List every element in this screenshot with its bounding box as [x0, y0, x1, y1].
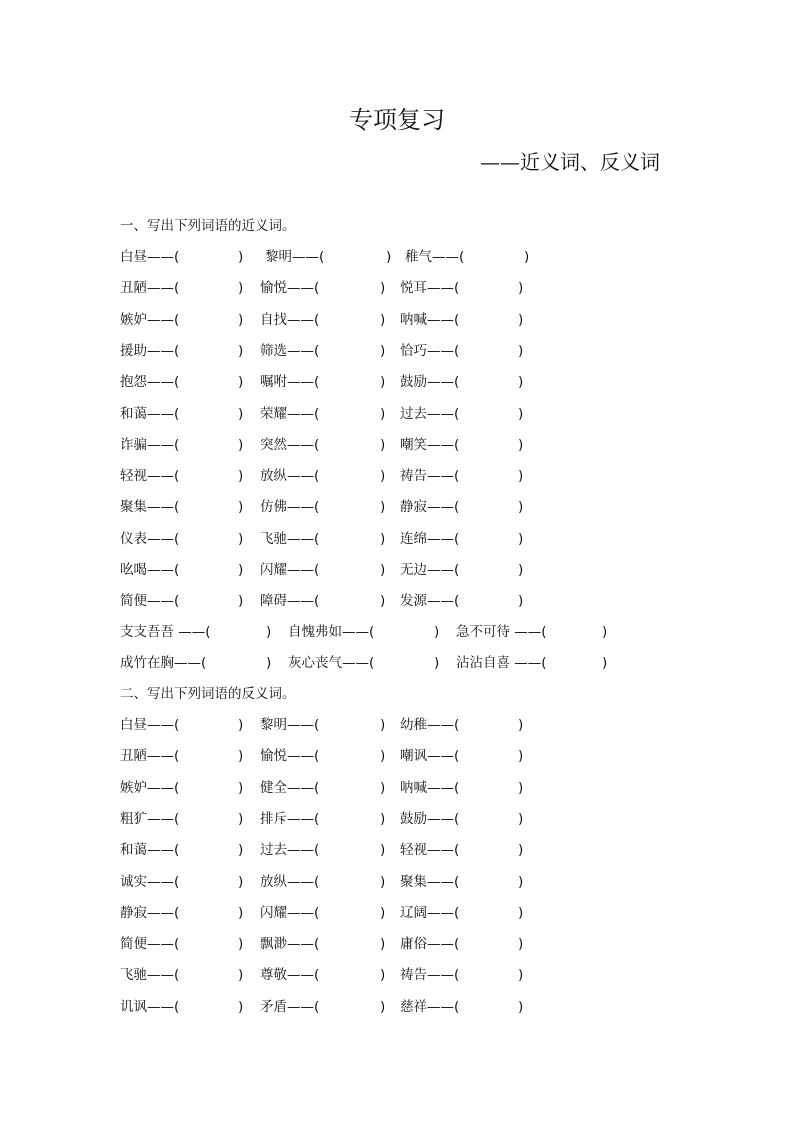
answer-blank-close: ) [518, 998, 524, 1015]
answer-blank-close: ) [238, 342, 244, 359]
answer-blank-close: ) [518, 593, 524, 610]
answer-blank-close: ) [602, 624, 608, 640]
exercise-row [0, 841, 794, 859]
exercise-prompt: 诚实——( [120, 873, 180, 890]
answer-blank-close: ) [380, 468, 386, 485]
answer-blank-close: ) [518, 436, 524, 453]
exercise-prompt: 丑陋——( [120, 280, 180, 297]
answer-blank-close: ) [380, 342, 386, 359]
exercise-prompt: 轻视——( [400, 842, 460, 859]
exercise-row [0, 405, 794, 423]
answer-blank-close: ) [380, 936, 386, 953]
exercise-row [0, 966, 794, 984]
answer-blank-close: ) [518, 374, 524, 391]
answer-blank-close: ) [238, 374, 244, 391]
exercise-prompt: 无边——( [400, 562, 460, 578]
exercise-row [0, 935, 794, 953]
answer-blank-close: ) [518, 562, 524, 578]
exercise-prompt: 呐喊——( [400, 311, 460, 328]
exercise-prompt: 嘲笑——( [400, 436, 460, 453]
answer-blank-close: ) [238, 530, 244, 547]
exercise-prompt: 诈骗——( [120, 436, 180, 453]
answer-blank-close: ) [518, 873, 524, 890]
answer-blank-close: ) [238, 873, 244, 890]
exercise-prompt: 祷告——( [400, 468, 460, 485]
answer-blank-close: ) [266, 655, 272, 671]
exercise-prompt: 静寂——( [120, 904, 180, 921]
exercise-prompt: 飞驰——( [260, 530, 320, 547]
answer-blank-close: ) [518, 405, 524, 422]
exercise-prompt: 飘渺——( [260, 936, 320, 953]
answer-blank-close: ) [238, 249, 244, 265]
exercise-prompt: 灰心丧气——( [288, 655, 375, 671]
exercise-prompt: 黎明——( [260, 717, 320, 733]
exercise-prompt: 过去——( [400, 405, 460, 422]
exercise-prompt: 放纵——( [260, 468, 320, 485]
exercise-row [0, 654, 794, 672]
answer-blank-close: ) [238, 779, 244, 796]
exercise-prompt: 简便——( [120, 593, 180, 610]
exercise-prompt: 聚集——( [120, 499, 180, 516]
exercise-prompt: 静寂——( [400, 499, 460, 516]
exercise-prompt: 丑陋——( [120, 748, 180, 765]
exercise-prompt: 嫉妒——( [120, 311, 180, 328]
exercise-prompt: 仿佛——( [260, 499, 320, 516]
exercise-row [0, 436, 794, 454]
exercise-row [0, 248, 794, 266]
exercise-prompt: 支支吾吾 ——( [120, 624, 211, 640]
answer-blank-close: ) [518, 530, 524, 547]
exercise-prompt: 聚集——( [400, 873, 460, 890]
answer-blank-close: ) [518, 779, 524, 796]
answer-blank-close: ) [518, 280, 524, 297]
exercise-prompt: 呐喊——( [400, 779, 460, 796]
exercise-prompt: 放纵——( [260, 873, 320, 890]
answer-blank-close: ) [238, 311, 244, 328]
answer-blank-close: ) [518, 810, 524, 827]
exercise-prompt: 闪耀——( [260, 562, 320, 578]
answer-blank-close: ) [238, 936, 244, 953]
answer-blank-close: ) [380, 904, 386, 921]
answer-blank-close: ) [524, 249, 530, 265]
exercise-prompt: 鼓励——( [400, 810, 460, 827]
answer-blank-close: ) [238, 842, 244, 859]
exercise-prompt: 稚气——( [405, 249, 465, 265]
exercise-prompt: 吆喝——( [120, 562, 180, 578]
answer-blank-close: ) [266, 624, 272, 640]
exercise-row [0, 873, 794, 891]
exercise-prompt: 筛选——( [260, 342, 320, 359]
exercise-row [0, 716, 794, 734]
exercise-row [0, 623, 794, 641]
answer-blank-close: ) [518, 967, 524, 984]
exercise-prompt: 连绵——( [400, 530, 460, 547]
exercise-prompt: 慈祥——( [400, 998, 460, 1015]
exercise-prompt: 突然——( [260, 436, 320, 453]
answer-blank-close: ) [380, 967, 386, 984]
exercise-row [0, 561, 794, 579]
answer-blank-close: ) [238, 717, 244, 733]
answer-blank-close: ) [434, 624, 440, 640]
exercise-prompt: 发源——( [400, 593, 460, 610]
exercise-row [0, 373, 794, 391]
exercise-prompt: 成竹在胸——( [120, 655, 207, 671]
answer-blank-close: ) [380, 593, 386, 610]
exercise-prompt: 祷告——( [400, 967, 460, 984]
answer-blank-close: ) [380, 998, 386, 1015]
exercise-row [0, 467, 794, 485]
answer-blank-close: ) [380, 311, 386, 328]
exercise-prompt: 简便——( [120, 936, 180, 953]
exercise-prompt: 嘱咐——( [260, 374, 320, 391]
answer-blank-close: ) [238, 998, 244, 1015]
page-title: 专项复习 [349, 106, 445, 134]
exercise-row [0, 342, 794, 360]
answer-blank-close: ) [602, 655, 608, 671]
exercise-prompt: 荣耀——( [260, 405, 320, 422]
answer-blank-close: ) [238, 748, 244, 765]
exercise-prompt: 排斥——( [260, 810, 320, 827]
exercise-prompt: 白昼——( [120, 717, 180, 733]
answer-blank-close: ) [380, 405, 386, 422]
exercise-row [0, 279, 794, 297]
answer-blank-close: ) [238, 436, 244, 453]
exercise-prompt: 愉悦——( [260, 748, 320, 765]
answer-blank-close: ) [380, 810, 386, 827]
answer-blank-close: ) [518, 936, 524, 953]
answer-blank-close: ) [380, 748, 386, 765]
exercise-prompt: 沾沾自喜 ——( [456, 655, 547, 671]
exercise-prompt: 庸俗——( [400, 936, 460, 953]
exercise-prompt: 自愧弗如——( [288, 624, 375, 640]
answer-blank-close: ) [380, 717, 386, 733]
answer-blank-close: ) [518, 342, 524, 359]
exercise-prompt: 悦耳——( [400, 280, 460, 297]
answer-blank-close: ) [518, 499, 524, 516]
exercise-prompt: 讥讽——( [120, 998, 180, 1015]
exercise-prompt: 嘲讽——( [400, 748, 460, 765]
answer-blank-close: ) [238, 967, 244, 984]
exercise-row [0, 810, 794, 828]
answer-blank-close: ) [434, 655, 440, 671]
exercise-prompt: 抱怨——( [120, 374, 180, 391]
exercise-prompt: 鼓励——( [400, 374, 460, 391]
answer-blank-close: ) [238, 499, 244, 516]
answer-blank-close: ) [238, 468, 244, 485]
exercise-prompt: 幼稚——( [400, 717, 460, 733]
answer-blank-close: ) [386, 249, 392, 265]
answer-blank-close: ) [518, 717, 524, 733]
exercise-row [0, 779, 794, 797]
answer-blank-close: ) [518, 748, 524, 765]
exercise-prompt: 尊敬——( [260, 967, 320, 984]
answer-blank-close: ) [380, 374, 386, 391]
exercise-prompt: 自找——( [260, 311, 320, 328]
exercise-prompt: 健全——( [260, 779, 320, 796]
answer-blank-close: ) [238, 562, 244, 578]
exercise-row [0, 592, 794, 610]
exercise-prompt: 急不可待 ——( [456, 624, 547, 640]
answer-blank-close: ) [380, 530, 386, 547]
answer-blank-close: ) [380, 779, 386, 796]
exercise-prompt: 过去——( [260, 842, 320, 859]
section-2-heading: 二、写出下列词语的反义词。 [120, 686, 296, 702]
answer-blank-close: ) [238, 904, 244, 921]
exercise-row [0, 530, 794, 548]
answer-blank-close: ) [238, 810, 244, 827]
exercise-row [0, 904, 794, 922]
exercise-row [0, 498, 794, 516]
answer-blank-close: ) [380, 562, 386, 578]
exercise-prompt: 粗犷——( [120, 810, 180, 827]
section-1-heading: 一、写出下列词语的近义词。 [120, 218, 296, 234]
exercise-row [0, 747, 794, 765]
exercise-prompt: 恰巧——( [400, 342, 460, 359]
exercise-prompt: 仪表——( [120, 530, 180, 547]
answer-blank-close: ) [380, 499, 386, 516]
exercise-row [0, 311, 794, 329]
answer-blank-close: ) [518, 842, 524, 859]
exercise-prompt: 矛盾——( [260, 998, 320, 1015]
page-subtitle: ——近义词、反义词 [480, 150, 660, 174]
exercise-prompt: 援助——( [120, 342, 180, 359]
exercise-prompt: 辽阔——( [400, 904, 460, 921]
exercise-prompt: 飞驰——( [120, 967, 180, 984]
answer-blank-close: ) [380, 280, 386, 297]
exercise-prompt: 闪耀——( [260, 904, 320, 921]
answer-blank-close: ) [380, 873, 386, 890]
exercise-prompt: 白昼——( [120, 249, 180, 265]
answer-blank-close: ) [518, 311, 524, 328]
exercise-prompt: 和蔼——( [120, 405, 180, 422]
exercise-prompt: 愉悦——( [260, 280, 320, 297]
exercise-prompt: 轻视——( [120, 468, 180, 485]
answer-blank-close: ) [238, 280, 244, 297]
answer-blank-close: ) [518, 468, 524, 485]
answer-blank-close: ) [380, 842, 386, 859]
answer-blank-close: ) [238, 405, 244, 422]
exercise-prompt: 和蔼——( [120, 842, 180, 859]
exercise-row [0, 998, 794, 1016]
exercise-prompt: 黎明——( [265, 249, 325, 265]
answer-blank-close: ) [238, 593, 244, 610]
answer-blank-close: ) [380, 436, 386, 453]
exercise-prompt: 障碍——( [260, 593, 320, 610]
answer-blank-close: ) [518, 904, 524, 921]
exercise-prompt: 嫉妒——( [120, 779, 180, 796]
